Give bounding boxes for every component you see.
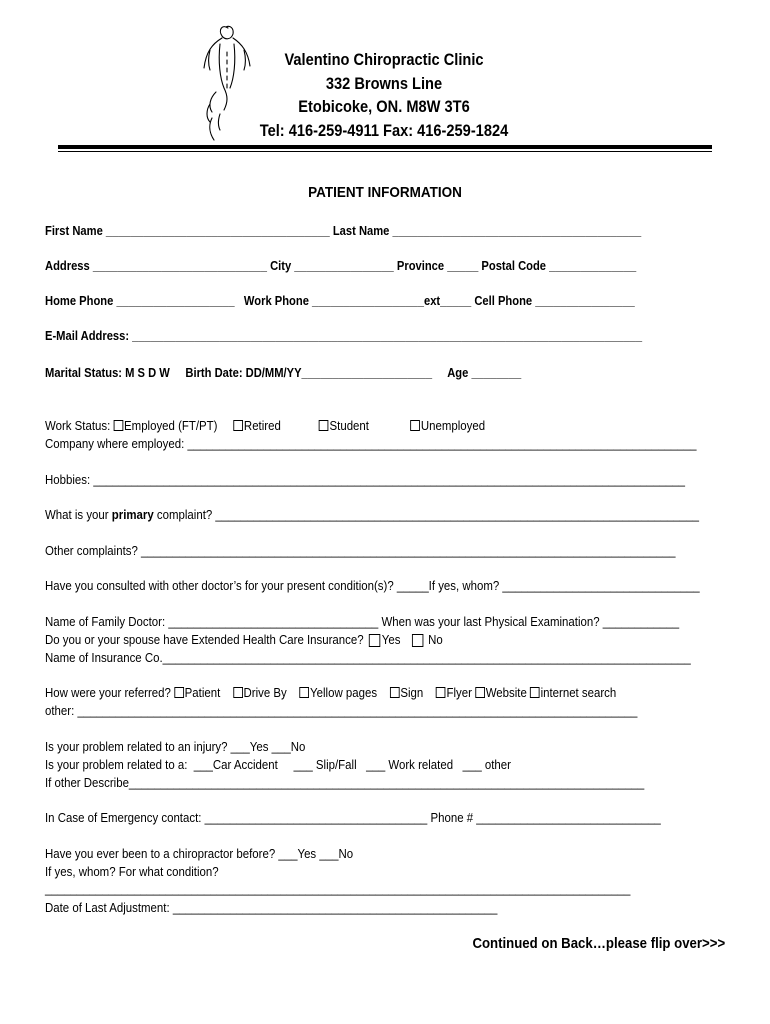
work-status-row xyxy=(45,418,485,434)
ext-label: ext xyxy=(423,293,441,308)
retired-checkbox[interactable] xyxy=(233,420,243,431)
if-yes-condition-row xyxy=(45,864,219,880)
slip-fall-label: Slip/Fall xyxy=(315,757,357,772)
first-name-label: First Name xyxy=(45,223,103,238)
primary-prefix: What is your xyxy=(45,507,112,522)
injury-label: Is your problem related to an injury? xyxy=(45,739,228,754)
injury-no-label: No xyxy=(290,739,306,754)
primary-suffix: complaint? xyxy=(153,507,213,522)
marital-row: Marital Status: M S D W Birth Date: DD/MM/YY_____________________ Age ________ xyxy=(45,365,522,380)
other-referral-label: other: xyxy=(45,703,75,718)
internet-search-label: internet search xyxy=(540,685,617,700)
clinic-city: Etobicoke, ON. M8W 3T6 xyxy=(298,97,470,116)
employed-checkbox[interactable] xyxy=(113,420,123,431)
driveby-label: Drive By xyxy=(243,685,287,700)
work-phone-label: Work Phone xyxy=(243,293,309,308)
family-doctor-row: Name of Family Doctor: _________________________________ When was your last Physical Examination? ____________ xyxy=(45,614,680,629)
chiro-before-label: Have you ever been to a chiropractor before? xyxy=(45,846,276,861)
home-phone-label: Home Phone xyxy=(45,293,114,308)
last-adjustment-row: Date of Last Adjustment: ___________________________________________________ xyxy=(45,900,498,915)
driveby-checkbox[interactable] xyxy=(233,687,243,698)
clinic-name: Valentino Chiropractic Clinic xyxy=(284,50,484,69)
patient-checkbox[interactable] xyxy=(174,687,184,698)
hobbies-row: Hobbies: _____________________________________________________________________________________________ xyxy=(45,472,686,487)
website-label: Website xyxy=(485,685,527,700)
address-label: Address xyxy=(45,258,90,273)
header-rule-thick xyxy=(58,145,712,149)
clinic-header xyxy=(250,48,518,142)
age-label: Age xyxy=(447,365,469,380)
cell-phone-label: Cell Phone xyxy=(474,293,533,308)
clinic-contact: Tel: 416-259-4911 Fax: 416-259-1824 xyxy=(259,120,509,140)
related-row: Is your problem related to a: ___Car Accident ___ Slip/Fall ___ Work related ___ other xyxy=(45,757,511,772)
referred-label: How were your referred? xyxy=(45,685,171,700)
chiro-before-row: Have you ever been to a chiropractor before? ___Yes ___No xyxy=(45,846,354,861)
email-label: E-Mail Address: xyxy=(45,328,130,343)
blank-line: ____________________________________________________________________________________________ xyxy=(45,881,631,896)
phone-row: Home Phone ___________________ Work Phone __________________ext_____ Cell Phone ________________ xyxy=(45,293,635,308)
ehc-no-checkbox[interactable] xyxy=(412,634,423,647)
last-name-label: Last Name xyxy=(332,223,390,238)
injury-yes-label: Yes xyxy=(249,739,269,754)
primary-bold: primary xyxy=(111,507,154,522)
company-label: Company where employed: xyxy=(45,436,185,451)
company-row: Company where employed: ________________________________________________________________________________ xyxy=(45,436,697,451)
retired-label: Retired xyxy=(243,418,281,433)
referred-row xyxy=(45,685,616,701)
unemployed-checkbox[interactable] xyxy=(410,420,420,431)
related-label: Is your problem related to a: xyxy=(45,757,188,772)
insurance-co-row: Name of Insurance Co.___________________________________________________________________________________ xyxy=(45,650,691,665)
if-other-row: If other Describe_________________________________________________________________________________ xyxy=(45,775,645,790)
ehc-yes-label: Yes xyxy=(381,632,401,647)
emergency-row: In Case of Emergency contact: ___________________________________ Phone # _____________________________ xyxy=(45,810,661,825)
continued-note: Continued on Back…please flip over>>> xyxy=(472,935,725,952)
marital-label: Marital Status: M S D W xyxy=(45,365,170,380)
yellowpages-checkbox[interactable] xyxy=(299,687,309,698)
extended-health-row xyxy=(45,632,443,648)
emergency-label: In Case of Emergency contact: xyxy=(45,810,202,825)
injury-row: Is your problem related to an injury? ___Yes ___No xyxy=(45,739,306,754)
if-yes-condition-label: If yes, whom? For what condition? xyxy=(45,864,219,879)
work-status-label: Work Status: xyxy=(45,418,111,433)
if-other-label: If other Describe xyxy=(45,775,129,790)
patient-label: Patient xyxy=(184,685,221,700)
chiro-no-label: No xyxy=(338,846,354,861)
consulted-row: Have you consulted with other doctor’s for your present condition(s)? _____If yes, whom? _______________________________ xyxy=(45,578,700,593)
other-complaints-row: Other complaints? ____________________________________________________________________________________ xyxy=(45,543,676,558)
header-rule-thin xyxy=(58,151,712,152)
postal-code-label: Postal Code xyxy=(481,258,547,273)
student-checkbox[interactable] xyxy=(319,420,329,431)
last-physical-label: When was your last Physical Examination? xyxy=(381,614,600,629)
address-row: Address ____________________________ City ________________ Province _____ Postal Code ______________ xyxy=(45,258,637,273)
yellowpages-label: Yellow pages xyxy=(310,685,378,700)
unemployed-label: Unemployed xyxy=(420,418,486,433)
work-related-label: Work related xyxy=(388,757,454,772)
other-complaints-label: Other complaints? xyxy=(45,543,138,558)
car-accident-label: Car Accident xyxy=(212,757,278,772)
form-title: PATIENT INFORMATION xyxy=(308,184,462,201)
insurance-co-label: Name of Insurance Co. xyxy=(45,650,163,665)
chiro-yes-label: Yes xyxy=(297,846,317,861)
name-row: First Name ____________________________________ Last Name ________________________________________ xyxy=(45,223,642,238)
sign-checkbox[interactable] xyxy=(390,687,400,698)
phone-label: Phone # xyxy=(430,810,474,825)
extended-health-label: Do you or your spouse have Extended Health Care Insurance? xyxy=(45,632,364,647)
hobbies-label: Hobbies: xyxy=(45,472,91,487)
flyer-checkbox[interactable] xyxy=(436,687,446,698)
other-referral-row: other: ________________________________________________________________________________________ xyxy=(45,703,638,718)
if-yes-whom-label: If yes, whom? xyxy=(428,578,500,593)
flyer-label: Flyer xyxy=(446,685,472,700)
ehc-no-label: No xyxy=(428,632,443,647)
ehc-yes-checkbox[interactable] xyxy=(369,634,380,647)
email-row: E-Mail Address: __________________________________________________________________________________ xyxy=(45,328,643,343)
sign-label: Sign xyxy=(400,685,424,700)
student-label: Student xyxy=(329,418,369,433)
province-label: Province xyxy=(396,258,445,273)
internet-search-checkbox[interactable] xyxy=(530,687,540,698)
other-related-label: other xyxy=(484,757,511,772)
primary-complaint-row: What is your primary complaint? ____________________________________________________________________________ xyxy=(45,507,699,522)
family-doctor-label: Name of Family Doctor: xyxy=(45,614,166,629)
birth-date-label: Birth Date: DD/MM/YY xyxy=(185,365,302,380)
clinic-street: 332 Browns Line xyxy=(325,73,443,93)
website-checkbox[interactable] xyxy=(475,687,485,698)
last-adjustment-label: Date of Last Adjustment: xyxy=(45,900,170,915)
consulted-label: Have you consulted with other doctor’s for your present condition(s)? xyxy=(45,578,394,593)
city-label: City xyxy=(270,258,292,273)
employed-label: Employed (FT/PT) xyxy=(124,418,218,433)
